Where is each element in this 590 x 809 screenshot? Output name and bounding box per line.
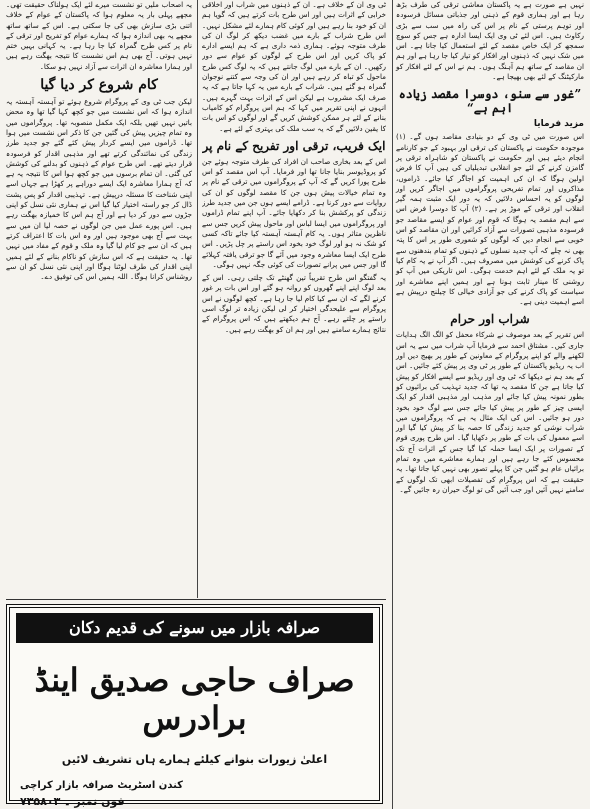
- column-divider-right: [392, 0, 393, 809]
- left-col-heading: کام شروع کر دیا گیا: [40, 77, 158, 94]
- column-divider-left: [197, 0, 198, 598]
- left-col-paragraph-2: لیکن جب ٹی وی کے پروگرام شروع ہوئے تو آہستہ آہستہ یہ اندازہ ہوا کہ اس نشست میں جو کچھ کہا گیا تھا وہ محض باتیں نہیں تھیں بلکہ ایک مکمل منصوبہ تھا۔ پروگراموں میں وہ تمام چیزیں پیش کی گئیں جن کا ذکر اس نشست میں ہوا تھا۔ ڈراموں میں ایسے کردار پیش کئے گئے جو جدید طرز زندگی کی نمائندگی کرتے تھے اور مذہبی اقدار کو فرسودہ قرار دیتے تھے۔ اس طرح عوام کے ذہنوں کو بدلنے کی کوشش کی گئی۔ ان تمام برسوں میں جو کچھ ہوا اس کا نتیجہ یہ ہے کہ آج ہمارا معاشرہ ایک ایسے دوراہے پر کھڑا ہے جہاں اسے اپنی شناخت کا مسئلہ درپیش ہے۔ تہذیبی اقدار کو پس پشت ڈال کر جو راستہ اختیار کیا گیا اس نے ہماری نئی نسل کو اپنی جڑوں سے دور کر دیا ہے اور آج ہم اس کا خمیازہ بھگت رہے ہیں۔ اس پورے عمل میں جن لوگوں نے حصہ لیا ان میں سے بہت سے آج بھی موجود ہیں اور وہ اس بات کا اعتراف کرتے ہیں کہ ان سے جو کام لیا گیا وہ ملک و قوم کے مفاد میں نہیں تھا۔ یہ حقیقت ہے کہ اس سازش کو ناکام بنانے کے لئے ہمیں اپنی اقدار کی طرف لوٹنا ہوگا اور اپنی نئی نسل کو ان سے روشناس کرانا ہوگا۔ اللہ ہمیں اس کی توفیق دے۔: [6, 97, 192, 282]
- right-column: [396, 0, 584, 498]
- right-col-paragraph-3: اس تقریر کے بعد موصوف نے شرکاء محفل کو الگ الگ ہدایات جاری کیں۔ مشتاق احمد سے فرمایا آپ شراب میں سے یہ اس لکھنے والے کو اپنے پروگرام کے معاونین کے طور پر بھیج دیں اور اب یہ ریڈیو پاکستان کے طور پر ٹی وی پر پیش کئے جائیں۔ اس کے بعد ہم نے دیکھا کہ ٹی وی اور ریڈیو سے ایسے افکار کو پیش کیا جاتا ہے جن کا مقصد یہ تھا کہ جدید تہذیب کی برائیوں کو بطور نمونہ پیش کیا جائے اور مذہب اور مذہبی اقدار کو ایک ایسی چیز کے طور پر پیش کیا جائے جس سے لوگ خود بخود دور ہو جائیں۔ اس کی ایک مثال یہ ہے کہ پروگراموں میں شراب نوشی کو جدید زندگی کا حصہ بنا کر پیش کیا گیا اور اسے معمول کی بات کے طور پر دکھایا گیا۔ اس طرح پوری قوم کے تصورات پر ایک ایسا حملہ کیا گیا جس کے اثرات آج تک محسوس کئے جا رہے ہیں اور ہمارے معاشرے میں وہ تمام برائیاں عام ہو گئیں جن کا پہلے تصور بھی نہیں کیا جاتا تھا۔ یہ حقیقت ہے کہ اس پروگرام کی تفصیلات ابھی تک لوگوں کے سامنے نہیں آئیں اور جب آئیں گی تو لوگ حیران رہ جائیں گے۔: [396, 330, 584, 494]
- right-col-paragraph-2: اس صورت میں ٹی وی کے دو بنیادی مقاصد ہوں گے۔ (۱) موجودہ حکومت نے پاکستان کی ترقی اور بہبود کے جو کارنامے انجام دیئے ہیں اور حکومت نے پاکستان کو شاہراہ ترقی پر گامزن کرنے کے لئے جو انقلابی تبدیلیاں کی ہیں آپ کا فرض اولین ہوگا کہ ان کی اہمیت کو اجاگر کیا جائے۔ ڈراموں، مذاکروں اور تمام تفریحی پروگراموں میں اجاگر کریں اور لوگوں کو یہ احساس دلائیں کہ یہ دور ایک مثبت ہمہ گیر انقلاب اور ترقی کے موڑ پر ہے۔ (۲) آپ کا دوسرا فرض اس سے اہم مقصد یہ ہوگا کہ قوم اور عوام کو ایسے مقاصد جو فرسودہ مذہبی تصورات سے آزاد کرائیں اور ان مقاصد کو اس خوبی سے انجام دیں کہ لوگوں کو شعوری طور پر اس کا پتہ بھی نہ چلے کہ آپ جدید نسلوں کے ذہنوں کو تمام بندھنوں سے پاک کرنے کی کوشش میں مصروف ہیں۔ اگر آپ نے یہ کام کیا تو یہ ملک کے لئے اہم خدمت ہوگی۔ اس تاریکی میں آپ کو روشنی کا مینار ثابت ہونا ہے اور ہمیں اپنے معاشرے اور سیاست کو پاک کرنے کی جو آزادی خیالی کا چیلنج درپیش ہے اسے اہمیت دینی ہے۔: [396, 132, 584, 307]
- middle-column: [202, 0, 386, 596]
- right-col-paragraph-1: نہیں ہے صورت ہے یہ پاکستان معاشی ترقی کی طرف بڑھ رہا ہے اور ہماری قوم کے ذہنی اور جذباتی مسائل فرسودہ اور توہم پرستی کے نام پر اس کی راہ میں سب سے بڑی رکاوٹ ہیں۔ اس لئے ٹی وی ایک ایسا ادارہ ہے جس کو سوچ سمجھ کر ایک خاص مقصد کے لئے استعمال کیا جانا ہے۔ اس میں شک نہیں کہ ذہنوں اور افکار کو تیار کیا جا رہا ہے اور ہم ان مقاصد کے ساتھ ہم آہنگ ہوں۔ ہم نے اس کے لئے افکار کو مارکیٹنگ کے لئے بھی بھیجا ہے۔: [396, 0, 584, 82]
- jeweler-advertisement: [6, 604, 383, 808]
- right-col-heading: ”غور سے سنو، دوسرا مقصد زیادہ اہم ہے“: [398, 87, 582, 116]
- middle-col-paragraph-1: ٹی وی ان کے خلاف ہے۔ ان کے ذہنوں میں شراب اور اخلاقی خرابی کے اثرات ہیں اور اس طرح بات کرتے ہیں کہ گویا ہم ان کو خود بنا رہے ہیں اور کوئی کام ہمارے لئے مشکل نہیں۔ اس طرح شراب کے بارے میں غضب دیکھ کر لوگ ان کی طرف متوجہ ہوئے۔ ہماری ذمہ داری ہے کہ ہم ایسے ادارے کو پاک کریں اور اس طرح کے لوگوں کو عوام سے دور رکھیں۔ ان کے بارے میں لوگ جانتے ہیں کہ یہ لوگ کس طرح ماحول کو تباہ کر رہے ہیں اور ان کی وجہ سے کتنے نوجوان گمراہ ہو گئے ہیں۔ شراب کے بارے میں یہ کہا جاتا ہے کہ یہ صرف ایک مشروب ہے لیکن اس کے اثرات بہت گہرے ہیں۔ انہوں نے اپنی تقریر میں کہا کہ ہم اس پروگرام کو کامیاب بنانے کے لئے ہر ممکن کوشش کریں گے اور لوگوں کو اس بات کا یقین دلائیں گے کہ یہ سب ملک کی بہتری کے لئے ہے۔: [202, 0, 386, 133]
- middle-col-paragraph-2: اس کے بعد بخاری صاحب ان افراد کی طرف متوجہ ہوئے جن کو پروڈیوسر بنایا جانا تھا اور فرمایا۔ آپ اس مقصد کو اس طرح پورا کریں گے کہ آپ کے پروگراموں میں ترقی کے نام پر وہ تمام خیالات پیش ہوں جن کا مقصد لوگوں کو ان کی روایات سے دور کرنا ہے۔ ڈرامے ایسے ہوں جن میں جدید طرز زندگی کو پرکشش بنا کر دکھایا جائے۔ آپ اپنے تمام ڈراموں اور پروگراموں میں ایسا لباس اور ماحول پیش کریں جس سے ناظرین متاثر ہوں۔ یہ کام آہستہ آہستہ کیا جائے تاکہ کسی کو شک نہ ہو اور لوگ خود بخود اس راستے پر چل پڑیں۔ اس طرح ایک ایسا معاشرہ وجود میں آئے گا جو ترقی یافتہ کہلائے گا اور جس میں پرانے تصورات کی کوئی جگہ نہیں ہوگی۔: [202, 156, 386, 269]
- advertisement-top-rule: [6, 599, 386, 600]
- ad-top-banner: صرافہ بازار میں سونے کی قدیم دکان: [16, 613, 373, 643]
- ad-phone: فون نمبر ۔ ۷۳۵۸۰۳: [20, 795, 125, 808]
- left-col-paragraph-1: یہ اصحاب ملیں تو نشست میرے لئے ایک ہولناک حقیقت تھی۔ مجھے پہلی بار یہ معلوم ہوا کہ پاکستان کے عوام کے خلاف اتنی بڑی سازش بھی کی جا سکتی ہے۔ اس کے ساتھ ساتھ مجھے یہ بھی اندازہ ہوا کہ ہمارے عوام کو تفریح اور ترقی کے نام پر کس طرح گمراہ کیا جا رہا ہے۔ یہ کہانی بہیں ختم نہیں ہوتی۔ آج بھی ہم اس نشست کا نتیجہ بھگت رہے ہیں اور ہمارا معاشرہ ان اثرات سے آزاد نہیں ہو سکا۔: [6, 0, 192, 71]
- right-col-subhead: مزید فرمایا: [533, 119, 584, 130]
- ad-address: کندن اسٹریٹ صرافہ بازار کراچی: [20, 780, 183, 791]
- ad-tagline: اعلیٰ زیورات بنوانے کیلئے ہمارے ہاں تشریف لائیں: [61, 753, 328, 766]
- right-col-heading-2: شراب اور حرام: [450, 312, 530, 327]
- left-column: [6, 0, 192, 596]
- ad-shop-name: صراف حاجی صدیق اینڈ برادرس: [34, 661, 355, 737]
- middle-col-heading: ایک فریب، ترقی اور تفریح کے نام پر: [202, 138, 386, 153]
- middle-col-paragraph-3: یہ گفتگو اس طرح تقریباً تین گھنٹے تک چلتی رہی۔ اس کے بعد لوگ اپنے اپنے گھروں کو روانہ ہو گئے اور اس بات پر غور کرنے لگے کہ ان سے کیا کام لیا جا رہا ہے۔ کچھ لوگوں نے اس پروگرام سے علیحدگی اختیار کر لی لیکن زیادہ تر لوگ اسی راستے پر چلتے رہے۔ آج ہم دیکھتے ہیں کہ اس پروگرام کے نتائج ہمارے سامنے ہیں اور ہم ان کو بھگت رہے ہیں۔: [202, 273, 386, 334]
